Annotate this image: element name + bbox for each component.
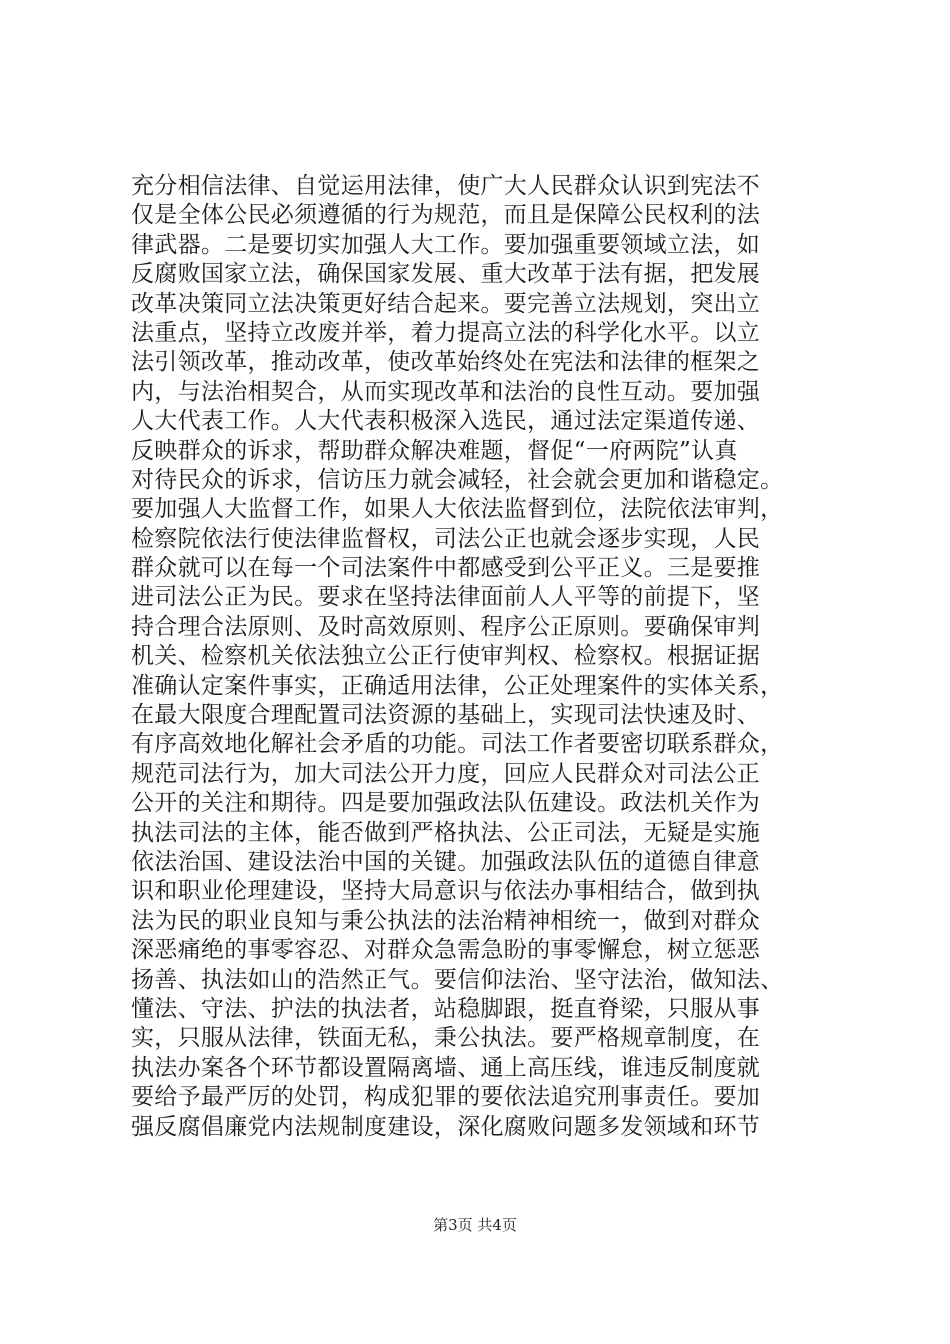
text-line: 在最大限度合理配置司法资源的基础上，实现司法快速及时、 (131, 702, 761, 729)
text-line: 反映群众的诉求，帮助群众解决难题，督促“一府两院”认真 (131, 437, 738, 464)
text-line: 法为民的职业良知与秉公执法的法治精神相统一，做到对群众 (131, 907, 761, 934)
text-line: 法重点，坚持立改废并举，着力提高立法的科学化水平。以立 (131, 319, 761, 346)
text-line: 准确认定案件事实，正确适用法律，公正处理案件的实体关系， (131, 672, 784, 699)
text-line: 律武器。二是要切实加强人大工作。要加强重要领域立法，如 (131, 231, 761, 258)
text-line: 进司法公正为民。要求在坚持法律面前人人平等的前提下，坚 (131, 584, 761, 611)
text-line: 法引领改革，推动改革，使改革始终处在宪法和法律的框架之 (131, 349, 761, 376)
text-line: 充分相信法律、自觉运用法律，使广大人民群众认识到宪法不 (131, 173, 761, 199)
text-line: 规范司法行为，加大司法公开力度，回应人民群众对司法公正 (131, 760, 761, 787)
text-line: 实，只服从法律，铁面无私，秉公执法。要严格规章制度，在 (131, 1025, 761, 1052)
text-line: 持合理合法原则、及时高效原则、程序公正原则。要确保审判 (131, 613, 761, 640)
text-line: 反腐败国家立法，确保国家发展、重大改革于法有据，把发展 (131, 261, 761, 288)
text-line: 机关、检察机关依法独立公正行使审判权、检察权。根据证据 (131, 643, 761, 670)
text-line: 有序高效地化解社会矛盾的功能。司法工作者要密切联系群众， (131, 731, 784, 758)
page-footer: 第3页 共4页 (433, 1216, 517, 1234)
text-line: 人大代表工作。人大代表积极深入选民，通过法定渠道传递、 (131, 408, 761, 435)
text-line: 改革决策同立法决策更好结合起来。要完善立法规划，突出立 (131, 290, 761, 317)
text-line: 执法办案各个环节都设置隔离墙、通上高压线，谁违反制度就 (131, 1054, 761, 1081)
text-line: 执法司法的主体，能否做到严格执法、公正司法，无疑是实施 (131, 819, 761, 846)
text-line: 强反腐倡廉党内法规制度建设，深化腐败问题多发领域和环节 (131, 1113, 761, 1140)
text-line: 扬善、执法如山的浩然正气。要信仰法治、坚守法治，做知法、 (131, 966, 784, 993)
text-line: 要给予最严厉的处罚，构成犯罪的要依法追究刑事责任。要加 (131, 1084, 761, 1111)
body-text (131, 172, 831, 1142)
text-line: 依法治国、建设法治中国的关键。加强政法队伍的道德自律意 (131, 848, 761, 875)
text-line: 懂法、守法、护法的执法者，站稳脚跟，挺直脊梁，只服从事 (131, 995, 761, 1022)
text-line: 群众就可以在每一个司法案件中都感受到公平正义。三是要推 (131, 555, 761, 582)
text-line: 公开的关注和期待。四是要加强政法队伍建设。政法机关作为 (131, 790, 761, 817)
text-line: 深恶痛绝的事零容忍、对群众急需急盼的事零懈怠，树立惩恶 (131, 937, 761, 964)
text-line: 内，与法治相契合，从而实现改革和法治的良性互动。要加强 (131, 378, 761, 405)
text-line: 对待民众的诉求，信访压力就会减轻，社会就会更加和谐稳定。 (131, 466, 784, 493)
text-line: 识和职业伦理建设，坚持大局意识与依法办事相结合，做到执 (131, 878, 761, 905)
text-line: 仅是全体公民必须遵循的行为规范，而且是保障公民权利的法 (131, 202, 761, 229)
text-line: 要加强人大监督工作，如果人大依法监督到位，法院依法审判， (131, 496, 784, 523)
text-line: 检察院依法行使法律监督权，司法公正也就会逐步实现，人民 (131, 525, 761, 552)
